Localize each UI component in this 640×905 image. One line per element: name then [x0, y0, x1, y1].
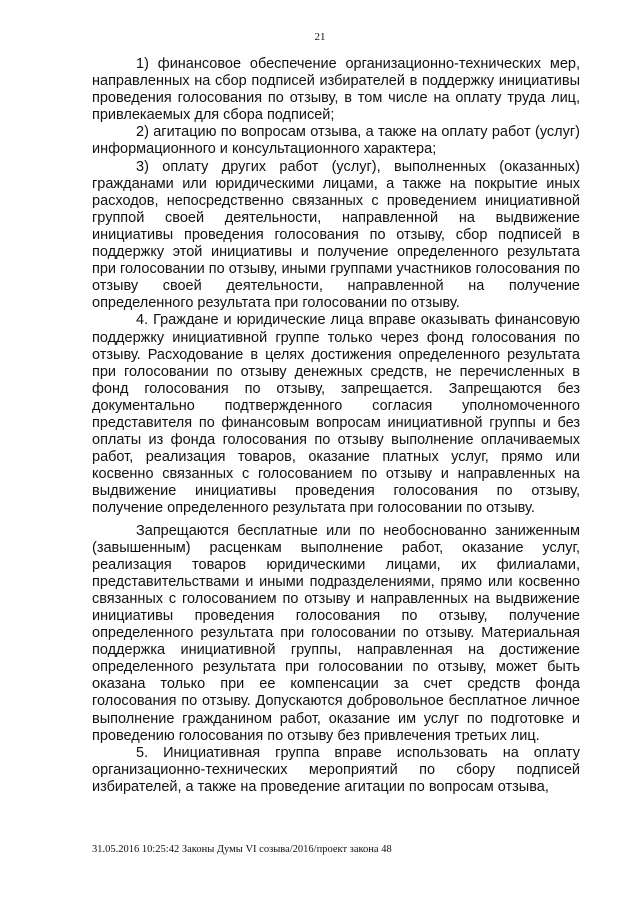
document-footer: 31.05.2016 10:25:42 Законы Думы VI созыва/2016/проект закона 48 — [92, 844, 392, 855]
paragraph-point-5: 5. Инициативная группа вправе использовать на оплату организационно-технических мероприятий по сбору подписей избирателей, а также на проведение агитации по вопросам отзыва, — [92, 744, 580, 795]
page-number: 21 — [314, 31, 326, 43]
paragraph-prohibitions: Запрещаются бесплатные или по необоснованно заниженным (завышенным) расценкам выполнение работ, оказание услуг, реализация товаров юридическими лицами, их филиалами, представительствами и иными подразделениями, прямо или косвенно связанных с голосованием по отзыву и направленных на выдвижение инициативы проведения голосования по отзыву, получение определенного результата при голосовании по отзыву. Материальная поддержка инициативной группы, направленная на достижение определенного результата при голосовании по отзыву, может быть оказана только при ее компенсации за счет средств фонда голосования по отзыву. Допускаются добровольное бесплатное личное выполнение гражданином работ, оказание им услуг по подготовке и проведению голосования по отзыву без привлечения третьих лиц. — [92, 522, 580, 744]
paragraph-item-1: 1) финансовое обеспечение организационно-технических мер, направленных на сбор подписей избирателей в поддержку инициативы проведения голосования по отзыву, в том числе на оплату труда лиц, привлекаемых для сбора подписей; — [92, 56, 580, 124]
paragraph-point-4: 4. Граждане и юридические лица вправе оказывать финансовую поддержку инициативной группе только через фонд голосования по отзыву. Расходование в целях достижения определенного результата при голосовании по отзыву денежных средств, не перечисленных в фонд голосования по отзыву, запрещается. Запрещаются без документально подтвержденного согласия уполномоченного представителя по финансовым вопросам инициативной группы и без оплаты из фонда голосования по отзыву выполнение оплачиваемых работ, реализация товаров, оказание платных услуг, прямо или косвенно связанных с голосованием по отзыву и направленных на выдвижение инициативы проведения голосования по отзыву, получение определенного результата при голосовании по отзыву. — [92, 312, 580, 517]
document-body — [92, 56, 580, 796]
paragraph-item-3: 3) оплату других работ (услуг), выполненных (оказанных) гражданами или юридическими лицами, а также на покрытие иных расходов, непосредственно связанных с проведением инициативной группой своей деятельности, направленной на выдвижение инициативы проведения голосования по отзыву, сбор подписей в поддержку этой инициативы и получение определенного результата при голосовании по отзыву, иными группами участников голосования по отзыву своей деятельности, направленной на получение определенного результата при голосовании по отзыву. — [92, 158, 580, 312]
paragraph-item-2: 2) агитацию по вопросам отзыва, а также на оплату работ (услуг) информационного и консультационного характера; — [92, 124, 580, 158]
